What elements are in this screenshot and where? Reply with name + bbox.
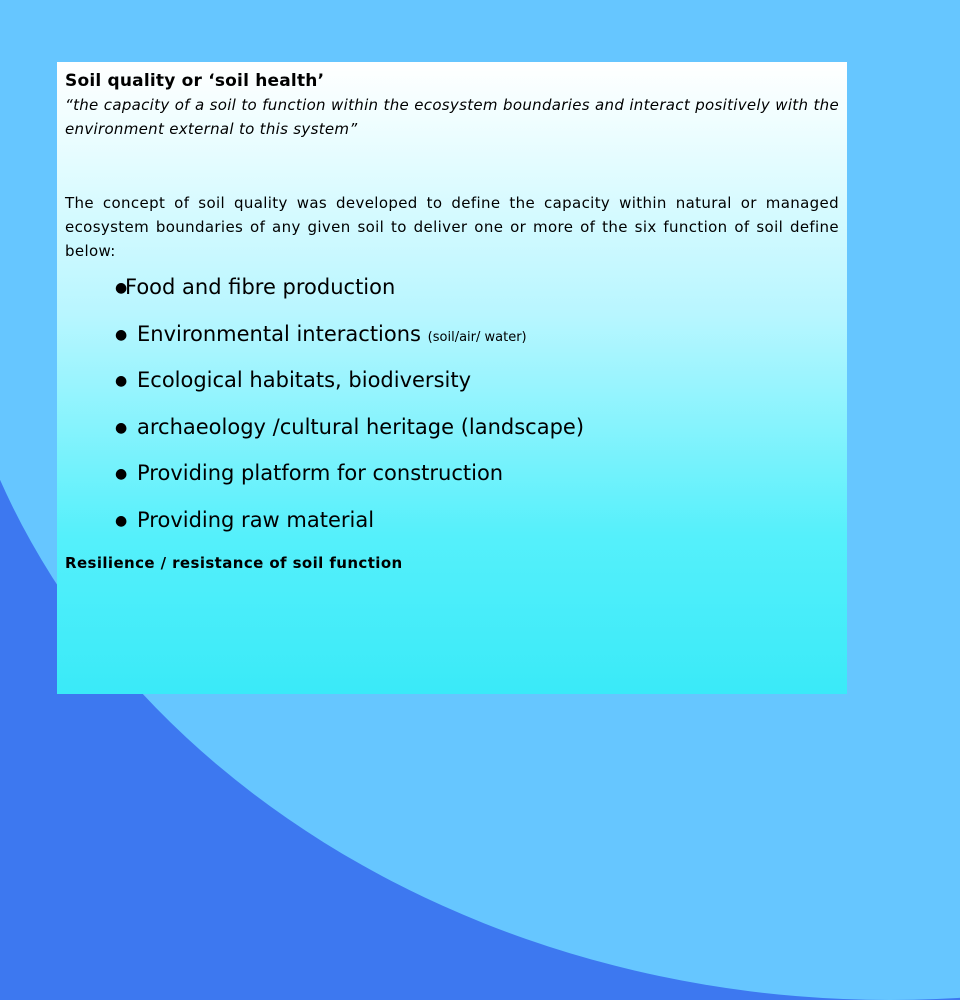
definition-quote: “the capacity of a soil to function within the ecosystem boundaries and interact positively with the environment external to this system” <box>65 96 839 138</box>
function-label: Ecological habitats, biodiversity <box>137 368 472 392</box>
list-item <box>115 461 839 485</box>
function-label: Food and fibre production <box>125 275 396 299</box>
bullet-icon: ● <box>115 466 128 482</box>
bullet-icon: ● <box>115 326 128 343</box>
concept-paragraph: The concept of soil quality was developed to define the capacity within natural or managed ecosystem boundaries of any given soil to deliver one or more of the six function of soil define below: <box>65 194 839 260</box>
soil-functions-list <box>65 275 839 532</box>
resilience-heading: Resilience / resistance of soil function <box>65 554 403 572</box>
list-item <box>115 508 839 532</box>
function-label: Providing raw material <box>137 507 375 532</box>
list-item <box>115 368 839 392</box>
content-panel <box>57 62 847 694</box>
list-item <box>115 322 839 346</box>
function-label: Providing platform for construction <box>137 461 504 485</box>
function-note: (soil/air/ water) <box>427 329 527 345</box>
function-label: archaeology /cultural heritage (landscape) <box>137 414 585 439</box>
bullet-icon: ● <box>115 512 128 529</box>
bullet-icon: ● <box>115 373 128 389</box>
bullet-icon: ● <box>115 280 128 296</box>
bullet-icon: ● <box>115 419 128 436</box>
list-item <box>115 415 839 439</box>
slide-heading: Soil quality or ‘soil health’ <box>65 71 325 91</box>
list-item <box>115 275 839 299</box>
function-label: Environmental interactions <box>137 321 421 346</box>
